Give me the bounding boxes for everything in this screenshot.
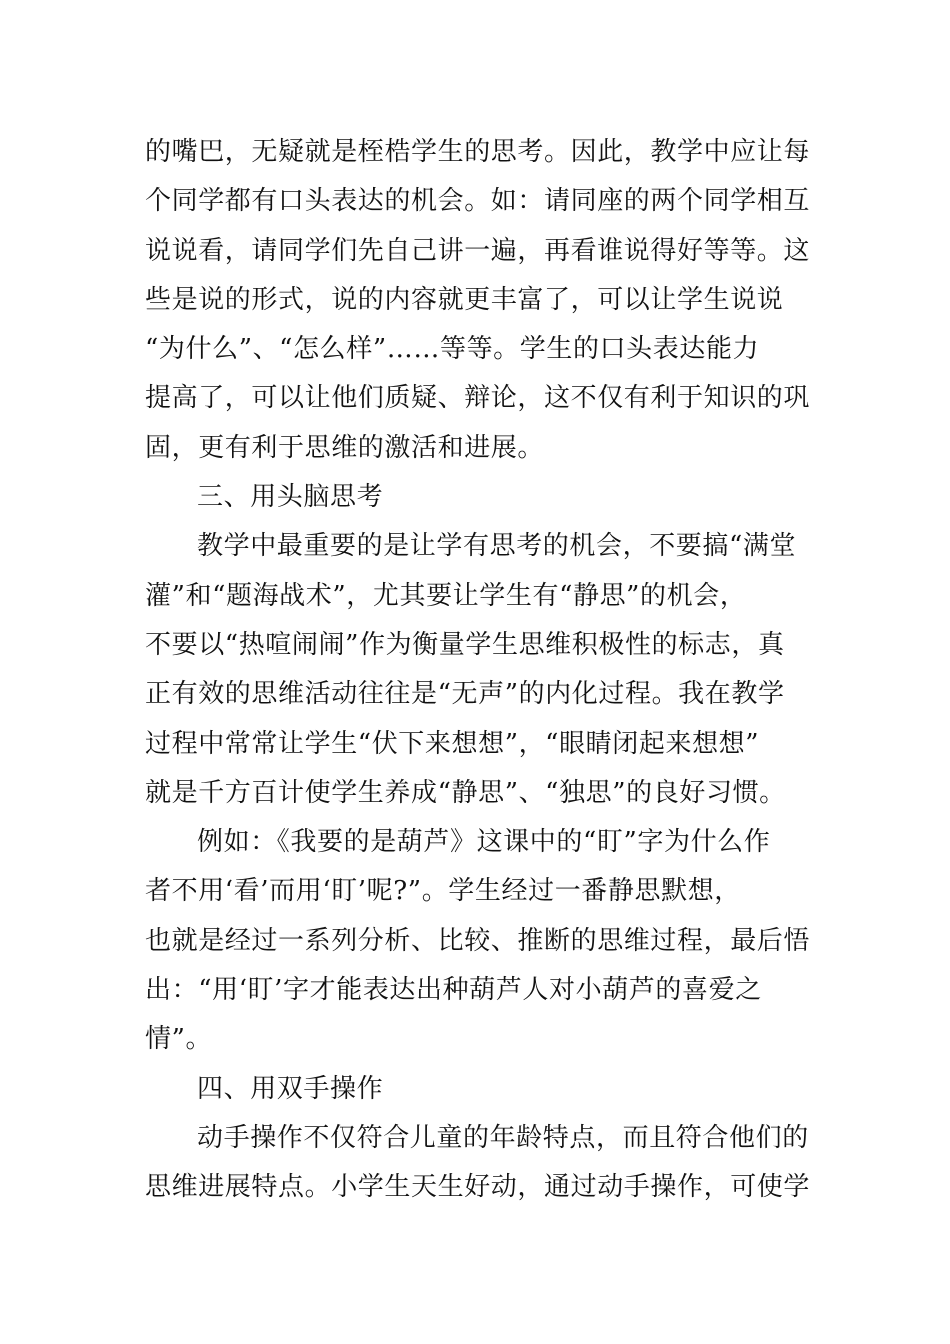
text-line: 就是千方百计使学生养成“静思”、“独思”的良好习惯。 (145, 777, 786, 808)
text-line: 提高了，可以让他们质疑、辩论，这不仅有利于知识的巩 (145, 383, 811, 414)
text-line: 说说看，请同学们先自己讲一遍，再看谁说得好等等。这 (145, 235, 811, 266)
text-line: 动手操作不仅符合儿童的年龄特点，而且符合他们的 (197, 1122, 809, 1153)
section-heading: 四、用双手操作 (197, 1073, 384, 1104)
text-line: 例如：《我要的是葫芦》这课中的“盯”字为什么作 (197, 827, 771, 858)
text-line: “为什么”、“怎么样”……等等。学生的口头表达能力 (145, 334, 760, 365)
text-line: 固，更有利于思维的激活和进展。 (145, 432, 545, 463)
text-line: 的嘴巴，无疑就是桎梏学生的思考。因此，教学中应让每 (145, 137, 811, 167)
text-line: 灌”和“题海战术”，尤其要让学生有“静思”的机会， (145, 580, 747, 611)
text-line: 也就是经过一系列分析、比较、推断的思维过程，最后悟 (145, 925, 811, 956)
document-body (145, 128, 810, 1213)
text-line: 教学中最重要的是让学有思考的机会，不要搞“满堂 (197, 531, 797, 562)
text-line: 者不用‘看’而用‘盯’呢?”。学生经过一番静思默想， (145, 876, 741, 907)
text-line: 个同学都有口头表达的机会。如：请同座的两个同学相互 (145, 186, 811, 217)
text-line: 不要以“热喧闹闹”作为衡量学生思维积极性的标志，真 (145, 629, 785, 660)
section-heading: 三、用头脑思考 (197, 482, 384, 513)
text-line: 些是说的形式，说的内容就更丰富了，可以让学生说说 (145, 284, 784, 315)
text-line: 正有效的思维活动往往是“无声”的内化过程。我在教学 (145, 679, 785, 710)
text-line: 思维进展特点。小学生天生好动，通过动手操作，可使学 (145, 1172, 811, 1203)
text-line: 情”。 (145, 1024, 213, 1055)
text-line: 过程中常常让学生“伏下来想想”，“眼睛闭起来想想” (145, 728, 760, 759)
text-line: 出：“用‘盯’字才能表达出种葫芦人对小葫芦的喜爱之 (145, 975, 762, 1006)
